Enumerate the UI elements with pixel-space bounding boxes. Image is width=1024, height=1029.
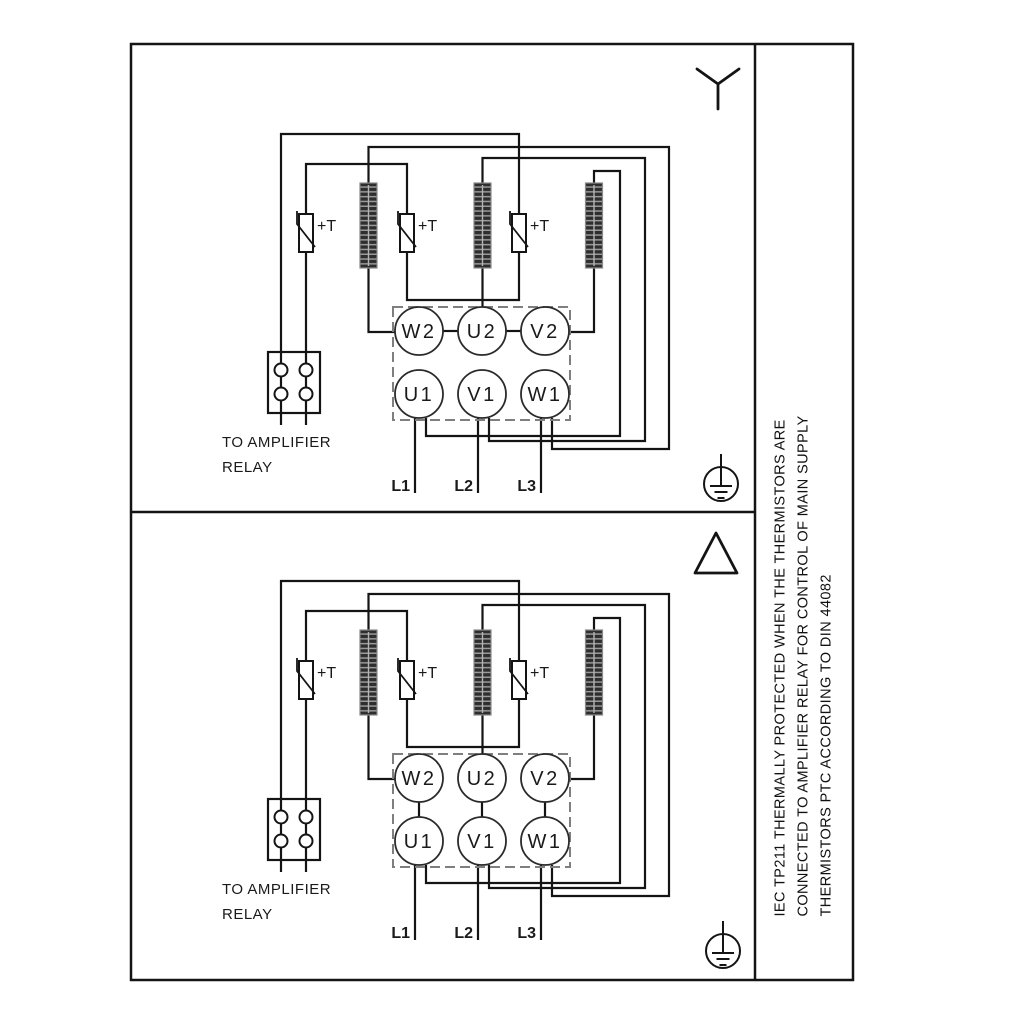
thermistor-label: +T	[418, 665, 438, 682]
terminal-label-v1: V1	[467, 384, 497, 406]
terminal-label-w2: W2	[401, 321, 437, 343]
thermistor-icon	[297, 211, 315, 252]
supply-label-l2: L2	[454, 925, 473, 942]
wire	[407, 699, 519, 747]
wire	[407, 252, 519, 300]
terminal-label-w1: W1	[527, 831, 563, 853]
coil-icon	[360, 183, 377, 268]
supply-labels	[391, 478, 536, 495]
relay-note-line2: RELAY	[222, 906, 273, 923]
coil-icon	[474, 183, 491, 268]
terminal-label-u1: U1	[403, 384, 435, 406]
coil-icon	[586, 630, 603, 715]
ground-icon	[706, 921, 740, 968]
panel-delta	[222, 533, 740, 968]
terminal-label-v2: V2	[530, 321, 560, 343]
wire	[306, 164, 407, 214]
relay-connector	[268, 352, 320, 413]
relay-note-line1: TO AMPLIFIER	[222, 881, 332, 898]
side-note-line2: CONNECTED TO AMPLIFIER RELAY FOR CONTROL OF MAIN SUPPLY	[795, 415, 812, 917]
relay-note	[222, 434, 331, 476]
supply-label-l3: L3	[517, 478, 536, 495]
thermistor-label: +T	[530, 218, 550, 235]
side-note-line1: IEC TP211 THERMALLY PROTECTED WHEN THE THERMISTORS ARE	[772, 419, 789, 917]
thermistor-icon	[297, 658, 315, 699]
supply-label-l3: L3	[517, 925, 536, 942]
side-note-line3: THERMISTORS PTC ACCORDING TO DIN 44082	[818, 574, 835, 917]
wire	[369, 715, 396, 779]
thermistor-label: +T	[317, 218, 337, 235]
delta-icon	[695, 533, 737, 573]
terminal-labels	[402, 321, 563, 406]
terminal-label-v1: V1	[467, 831, 497, 853]
terminal-label-w1: W1	[527, 384, 563, 406]
coil-icon	[586, 183, 603, 268]
thermistor-icon	[398, 658, 416, 699]
wire	[306, 611, 407, 661]
terminal-label-w2: W2	[401, 768, 437, 790]
terminal-label-u1: U1	[403, 831, 435, 853]
relay-note-line2: RELAY	[222, 459, 273, 476]
supply-label-l2: L2	[454, 478, 473, 495]
relay-note-line1: TO AMPLIFIER	[222, 434, 332, 451]
relay-connector	[268, 799, 320, 860]
thermistor-label: +T	[530, 665, 550, 682]
coil-icon	[360, 630, 377, 715]
ground-icon	[704, 454, 738, 501]
terminal-label-u2: U2	[466, 768, 498, 790]
supply-label-l1: L1	[391, 478, 410, 495]
relay-note	[222, 881, 331, 923]
terminal-label-v2: V2	[530, 768, 560, 790]
coil-icon	[474, 630, 491, 715]
supply-label-l1: L1	[391, 925, 410, 942]
panel-star	[222, 69, 739, 501]
wire	[369, 268, 396, 332]
wire	[569, 268, 594, 332]
star-icon	[697, 69, 739, 109]
thermistor-label: +T	[317, 665, 337, 682]
supply-labels	[391, 925, 536, 942]
side-note	[770, 347, 839, 917]
thermistor-icon	[510, 658, 528, 699]
terminal-label-u2: U2	[466, 321, 498, 343]
thermistor-icon	[510, 211, 528, 252]
wire	[569, 715, 594, 779]
thermistor-label: +T	[418, 218, 438, 235]
thermistor-icon	[398, 211, 416, 252]
